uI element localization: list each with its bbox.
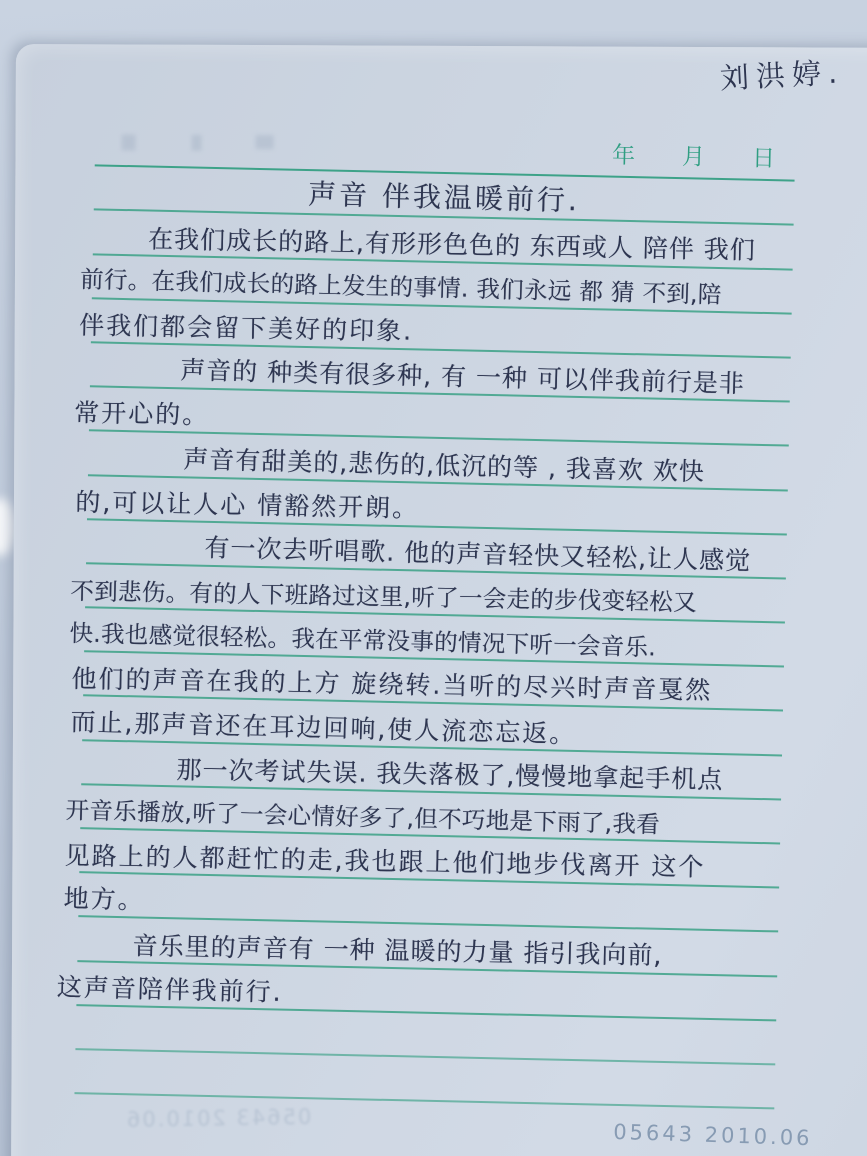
- year-label: 年: [611, 142, 636, 170]
- month-label: 月: [681, 144, 706, 171]
- showthrough-code-mirrored: 05643 2010.06: [124, 1104, 312, 1132]
- essay-line: 见路上的人都赶忙的走,我也跟上他们地步伐离开 这个: [64, 841, 706, 882]
- paper-sheet: [11, 44, 867, 1156]
- essay-line: 他们的声音在我的上方 旋绕转.当听的尽兴时声音戛然: [71, 664, 713, 706]
- essay-line: 在我们成长的路上,有形形色色的 东西或人 陪伴 我们: [147, 224, 757, 265]
- essay-line: 音乐里的声音有 一种 温暖的力量 指引我向前,: [132, 930, 663, 970]
- essay-line: 声音有甜美的,悲伤的,低沉的等 , 我喜欢 欢快: [182, 444, 706, 486]
- essay-line: 的,可以让人心 情豁然开朗。: [75, 487, 420, 523]
- essay-line: 开音乐播放,听了一会心情好多了,但不巧地是下雨了,我看: [65, 795, 661, 839]
- essay-title: 声音 伴我温暖前行.: [307, 178, 581, 218]
- essay-line: 这声音陪伴我前行.: [56, 972, 284, 1007]
- day-label: 日: [751, 145, 776, 173]
- student-name: 刘洪婷.: [719, 55, 845, 96]
- ruled-area: [56, 122, 795, 1109]
- paper-code: 05643 2010.06: [612, 1119, 813, 1151]
- essay-line: 而止,那声音还在耳边回响,使人流恋忘返。: [70, 706, 577, 749]
- essay-line: 那一次考试失误. 我失落极了,慢慢地拿起手机点: [176, 755, 724, 795]
- essay-line: 有一次去听唱歌. 他的声音轻快又轻松,让人感觉: [204, 532, 752, 576]
- essay-line: 快.我也感觉很轻松。我在平常没事的情况下听一会音乐.: [69, 618, 657, 662]
- essay-line: 前行。在我们成长的路上发生的事情. 我们永远 都 猜 不到,陪: [79, 265, 723, 310]
- essay-line: 地方。: [63, 884, 146, 916]
- essay-line: 伴我们都会留下美好的印象.: [78, 310, 414, 346]
- essay-line: 不到悲伤。有的人下班路过这里,听了一会走的步伐变轻松又: [70, 576, 698, 617]
- essay-line: 常开心的。: [74, 398, 210, 430]
- essay-line: 声音的 种类有很多种, 有 一种 可以伴我前行是非: [179, 355, 746, 399]
